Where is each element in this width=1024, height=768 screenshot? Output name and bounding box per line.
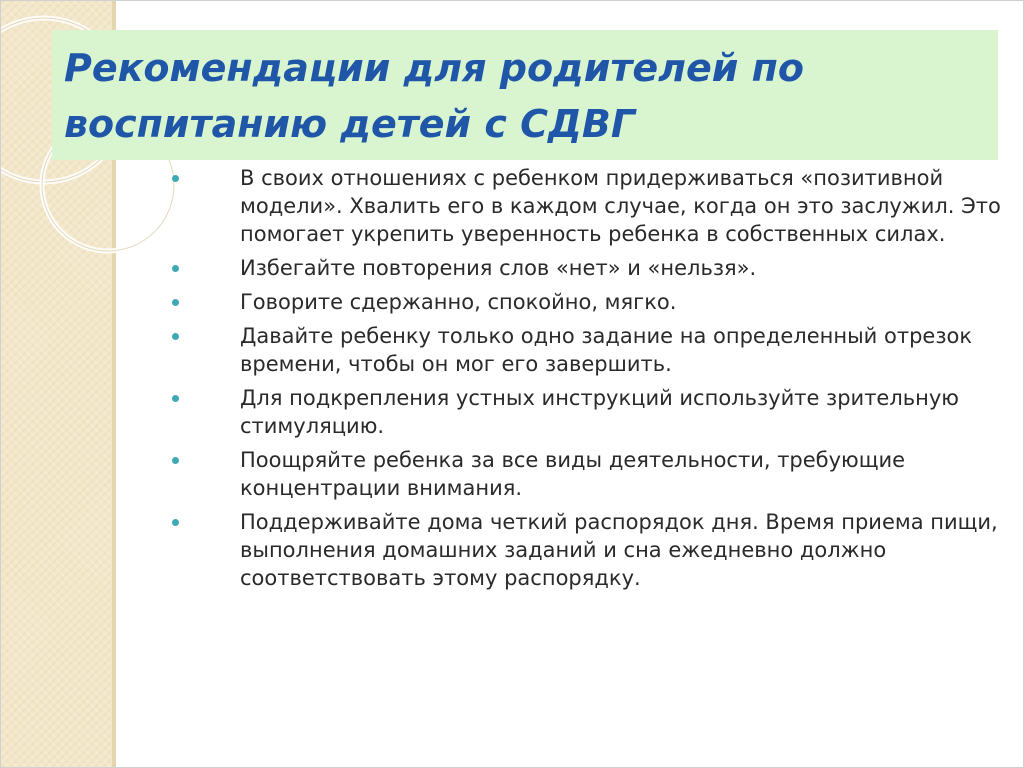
bullet-text: Поддерживайте дома четкий распорядок дня. Время приема пищи, выполнения домашних заданий и сна ежедневно должно соответствовать этому распорядку. (240, 510, 998, 590)
bullet-text: Давайте ребенку только одно задание на определенный отрезок времени, чтобы он мог его завершить. (240, 324, 973, 376)
bullet-text: Поощряйте ребенка за все виды деятельности, требующие концентрации внимания. (240, 448, 906, 500)
bullet-text: В своих отношениях с ребенком придерживаться «позитивной модели». Хвалить его в каждом случае, когда он это заслужил. Это помогает укрепить уверенность ребенка в собственных силах. (240, 166, 1001, 246)
bullet-text: Говорите сдержанно, спокойно, мягко. (240, 290, 677, 314)
bullet-text: Избегайте повторения слов «нет» и «нельзя». (240, 256, 757, 280)
slide-title: Рекомендации для родителей по воспитанию детей с СДВГ (64, 46, 804, 146)
bullet-text: Для подкрепления устных инструкций используйте зрительную стимуляцию. (240, 386, 959, 438)
